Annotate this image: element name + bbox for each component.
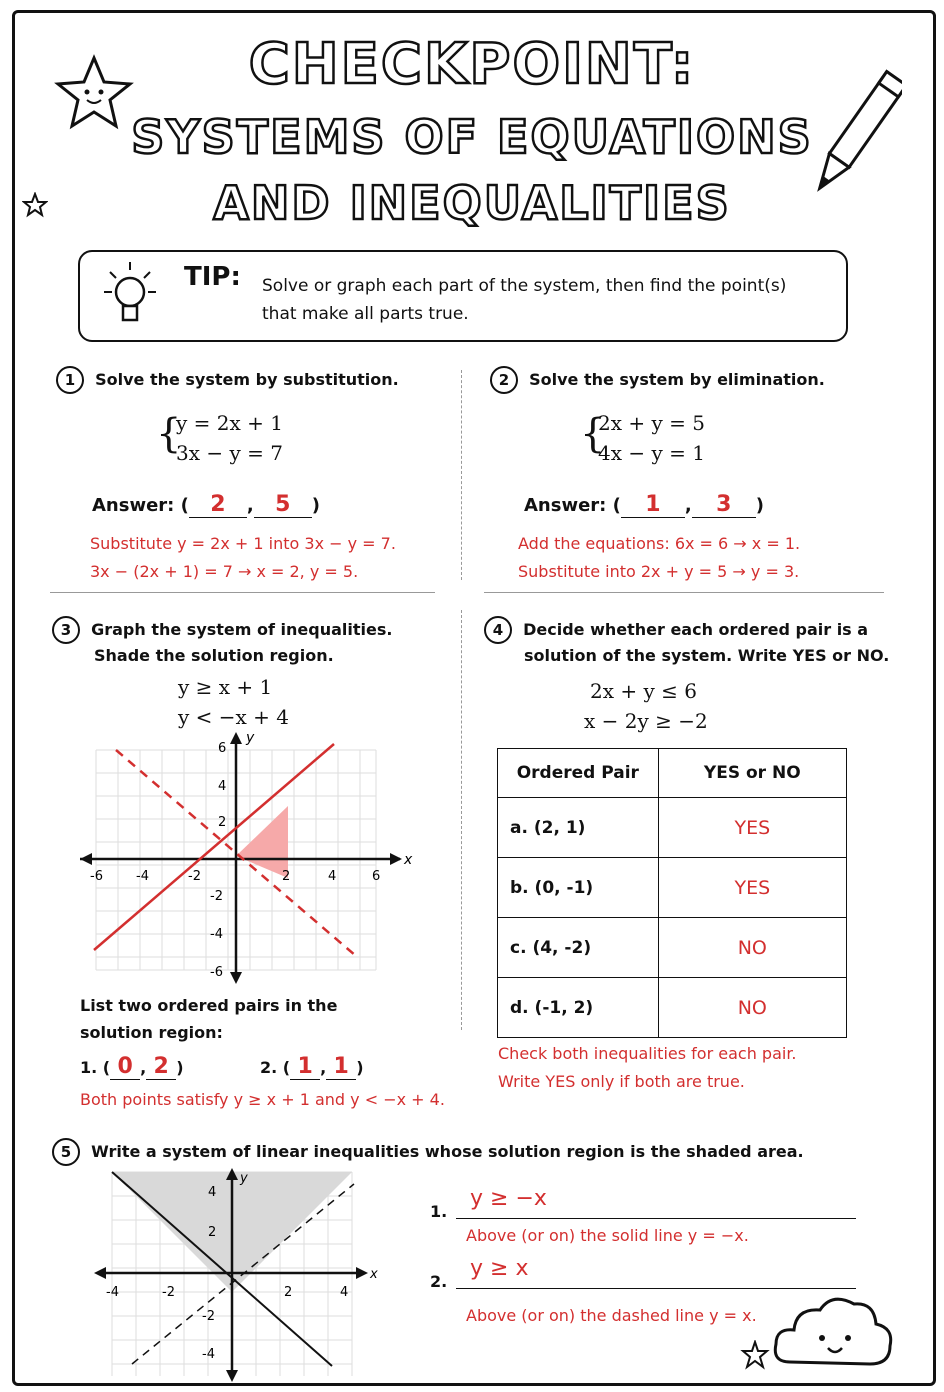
q1-header [56,366,399,394]
q3-y-label: y [246,730,255,746]
q5-answer1-label: 1. [430,1202,448,1221]
q3-pair1-y[interactable]: 2 [146,1054,176,1080]
q5-number: 5 [52,1138,80,1166]
q3-pair2-x[interactable]: 1 [290,1054,320,1080]
q3-ytick: 6 [218,741,227,756]
q3-pair1: 1. ( 0 , 2 ) [80,1054,184,1079]
lightbulb-icon [96,258,166,332]
q5-ytick: 4 [208,1185,217,1200]
q5-xtick: -2 [162,1285,175,1300]
title-line1: CHECKPOINT: [248,32,696,97]
q3-xtick: 4 [328,869,337,884]
table-cell-answer[interactable]: YES [658,858,846,918]
table-cell-pair: a. (2, 1) [498,798,659,858]
table-cell-pair: d. (-1, 2) [498,978,659,1038]
table-row [498,918,847,978]
small-star-icon [740,1340,770,1370]
q3-pair1-x[interactable]: 0 [110,1054,140,1080]
q5-ytick: -4 [202,1347,215,1362]
q3-pair2-y[interactable]: 1 [326,1054,356,1080]
q5-xtick: 2 [284,1285,293,1300]
q2-prompt: Solve the system by elimination. [529,370,825,389]
q2-number: 2 [490,366,518,394]
q2-answer-y[interactable]: 3 [692,492,756,518]
q1-answer: Answer: ( 2 , 5 ) [92,492,320,517]
title-line2: SYSTEMS OF EQUATIONS [131,110,813,164]
q1-eq1: y = 2x + 1 [176,411,283,435]
q5-answer2-label: 2. [430,1272,448,1291]
q5-xtick: 4 [340,1285,349,1300]
tip-label: TIP: [184,262,241,292]
q3-xtick: 6 [372,869,381,884]
q2-answer-x[interactable]: 1 [621,492,685,518]
q3-graph [70,728,420,988]
q2-header [490,366,825,394]
q3-ytick: 4 [218,779,227,794]
q5-answer2: y ≥ x [470,1256,529,1281]
q5-answer1-line[interactable] [456,1186,856,1219]
q2-brace: { [580,411,606,457]
q3-ytick: -4 [210,927,223,942]
q5-header [52,1138,804,1166]
q3-ineq1: y ≥ x + 1 [178,675,273,699]
q3-prompt1: Graph the system of inequalities. [91,620,393,639]
cloud-icon [770,1282,900,1382]
tip-text: Solve or graph each part of the system, then find the point(s) that make all parts true. [262,276,787,324]
q5-answer2-note: Above (or on) the dashed line y = x. [466,1306,757,1325]
q2-eq2: 4x − y = 1 [598,441,705,465]
q4-note2: Write YES only if both are true. [498,1072,745,1091]
q4-header [484,616,868,644]
q3-ytick: 2 [218,815,227,830]
q1-answer-x[interactable]: 2 [189,492,247,518]
q5-x-label: x [370,1267,378,1282]
q3-number: 3 [52,616,80,644]
q3-list-prompt2: solution region: [80,1023,223,1042]
q4-ineq1: 2x + y ≤ 6 [590,679,697,703]
q3-xtick: -6 [90,869,103,884]
divider-left [50,592,435,593]
q5-answer1-note: Above (or on) the solid line y = −x. [466,1226,749,1245]
table-row [498,858,847,918]
q3-x-label: x [404,852,413,868]
divider-right [484,592,884,593]
q1-answer-label: Answer: ( [92,495,189,516]
q5-ytick: -2 [202,1309,215,1324]
q5-xtick: -4 [106,1285,119,1300]
q4-ineq2: x − 2y ≥ −2 [584,709,708,733]
divider-vertical [461,370,462,580]
q2-answer-label: Answer: ( [524,495,621,516]
q1-eq2: 3x − y = 7 [176,441,283,465]
q3-prompt2: Shade the solution region. [94,646,334,665]
table-cell-answer[interactable]: NO [658,978,846,1038]
q1-work1: Substitute y = 2x + 1 into 3x − y = 7. [90,534,396,553]
table-cell-answer[interactable]: NO [658,918,846,978]
q4-prompt1: Decide whether each ordered pair is a [523,620,869,639]
q4-note1: Check both inequalities for each pair. [498,1044,797,1063]
table-header-row [498,749,847,798]
divider-vertical-2 [461,610,462,1030]
q5-answer1: y ≥ −x [470,1186,547,1211]
q3-pair1-label: 1. [80,1058,98,1077]
q3-header [52,616,392,644]
q4-number: 4 [484,616,512,644]
q3-pair2-label: 2. [260,1058,278,1077]
q3-line-solid [94,744,337,950]
table-cell-pair: c. (4, -2) [498,918,659,978]
q3-ineq2: y < −x + 4 [178,705,290,729]
q3-pair2: 2. ( 1 , 1 ) [260,1054,364,1079]
q1-answer-y[interactable]: 5 [254,492,312,518]
q5-ytick: 2 [208,1225,217,1240]
q3-ytick: -2 [210,889,223,904]
q3-list-prompt1: List two ordered pairs in the [80,996,338,1015]
table-header-answer: YES or NO [658,749,846,798]
q5-prompt: Write a system of linear inequalities whose solution region is the shaded area. [91,1142,804,1161]
q5-answer2-line[interactable] [456,1256,856,1289]
q1-work2: 3x − (2x + 1) = 7 → x = 2, y = 5. [90,562,359,581]
table-header-pair: Ordered Pair [498,749,659,798]
table-row [498,978,847,1038]
q3-note: Both points satisfy y ≥ x + 1 and y < −x + 4. [80,1090,445,1109]
q4-prompt2: solution of the system. Write YES or NO. [524,646,890,665]
q4-table [497,748,847,1038]
q2-work1: Add the equations: 6x = 6 → x = 1. [518,534,801,553]
q3-xtick: 2 [282,869,291,884]
q3-xtick: -2 [188,869,201,884]
table-cell-pair: b. (0, -1) [498,858,659,918]
q5-graph [92,1166,392,1382]
q3-xtick: -4 [136,869,149,884]
q3-ytick: -6 [210,965,223,980]
q2-answer: Answer: ( 1 , 3 ) [524,492,764,517]
table-row [498,798,847,858]
q1-brace: { [156,411,182,457]
q2-eq1: 2x + y = 5 [598,411,705,435]
q1-number: 1 [56,366,84,394]
q2-work2: Substitute into 2x + y = 5 → y = 3. [518,562,800,581]
q1-prompt: Solve the system by substitution. [95,370,399,389]
table-cell-answer[interactable]: YES [658,798,846,858]
title-line3: AND INEQUALITIES [213,176,731,230]
q5-y-label: y [240,1171,248,1186]
